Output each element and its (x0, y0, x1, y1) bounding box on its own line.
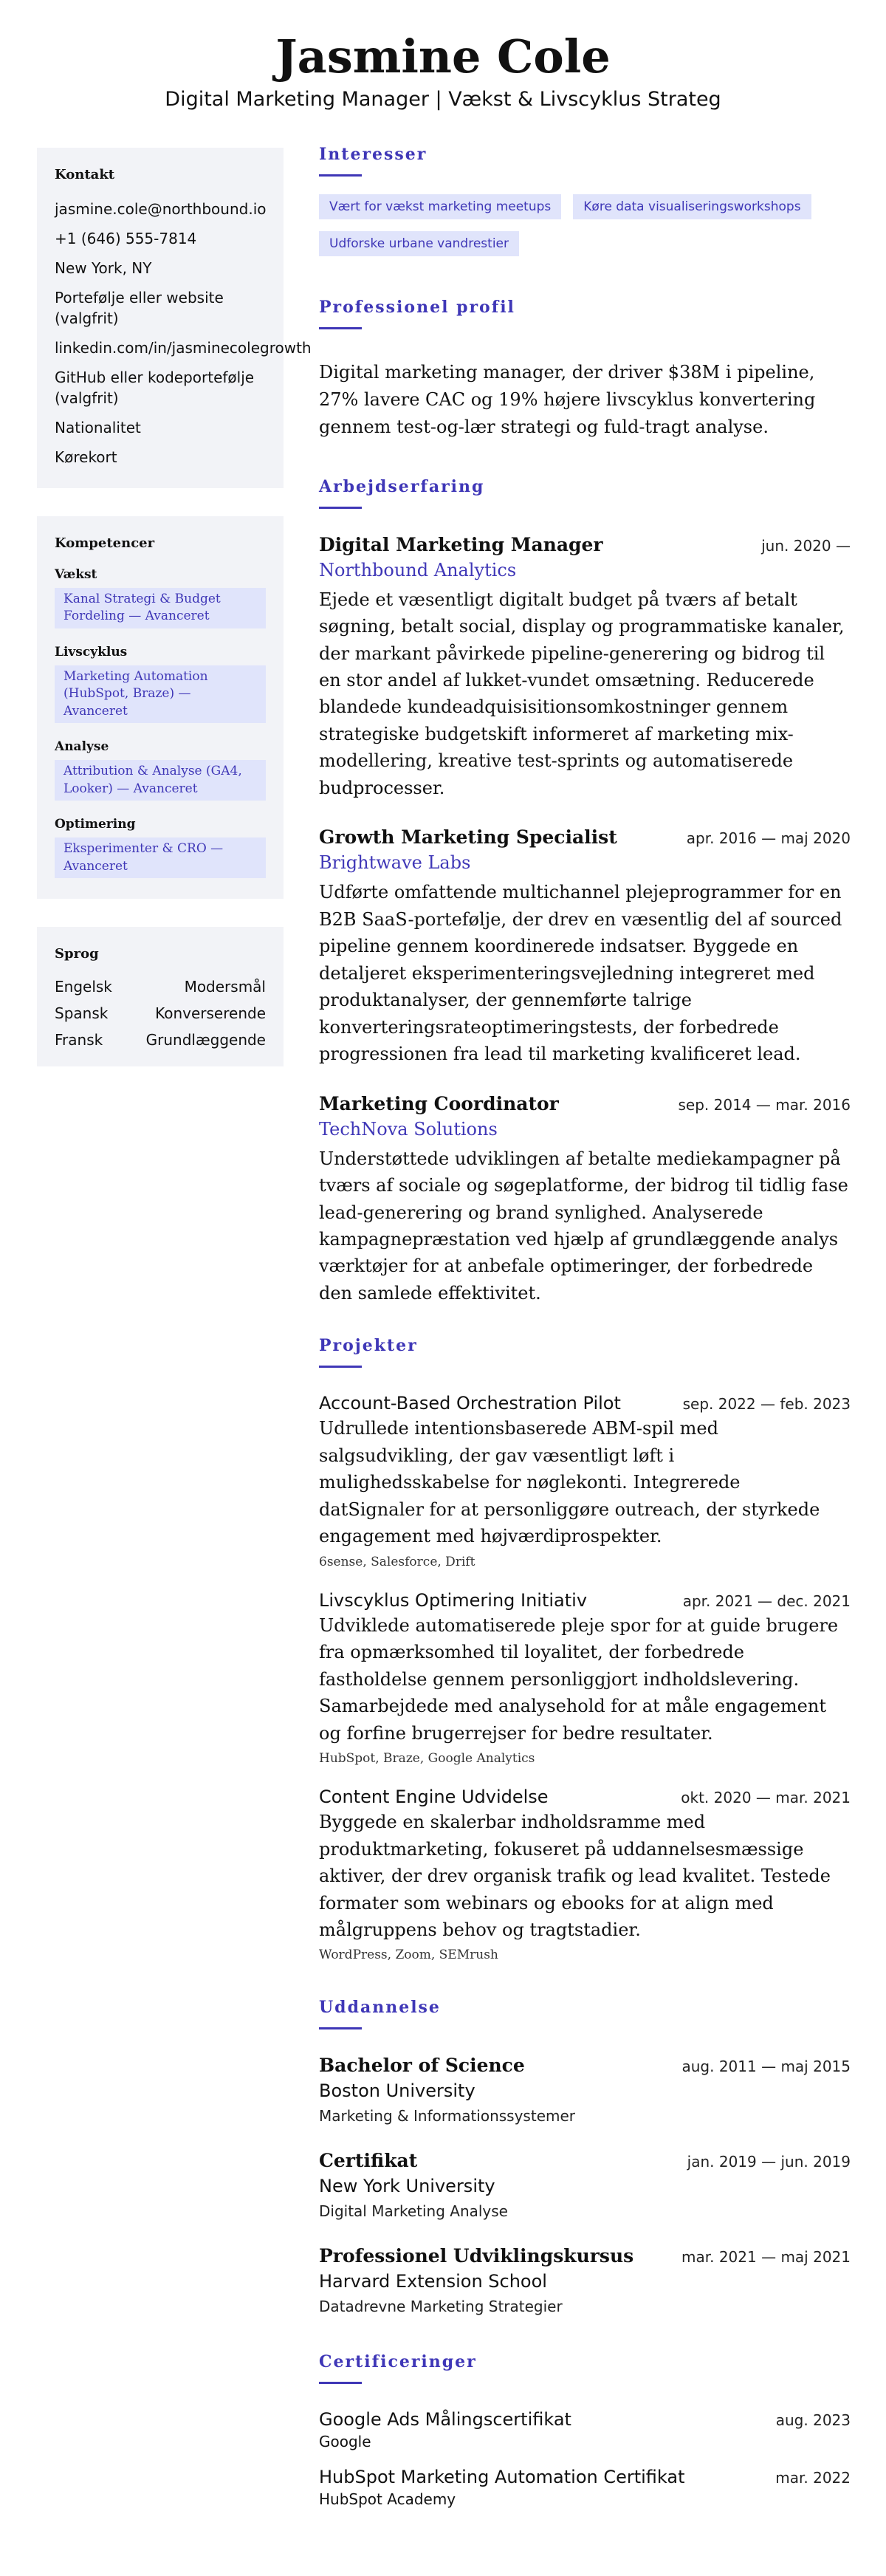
job-date: jun. 2020 — (761, 536, 851, 555)
education-entry (319, 2055, 851, 2125)
project-description: Byggede en skalerbar indholdsramme med produktmarketing, fokuseret på uddannelsesmæssige aktiver, der drev organisk trafik og lead kvalitet. Testede formater som webinars og ebooks for at align med målgruppens behov og tragtstadier. (319, 1812, 831, 1940)
project-description: Udviklede automatiserede pleje spor for at guide brugere fra opmærksomhed til loyalitet, der forbedrede fastholdelse gennem personliggjort indholdslevering. Samarbejdede med analysehold for at måle engagement og forfine brugerrejser for bedre resultater. (319, 1614, 839, 1744)
languages-card (37, 927, 284, 1066)
contact-location: New York, NY (55, 259, 152, 277)
language-level: Konverserende (155, 1004, 266, 1023)
skill-group-name: Optimering (55, 817, 136, 832)
section-divider (319, 507, 362, 509)
section-divider (319, 2382, 362, 2384)
skill-chip: Eksperimenter & CRO — Avanceret (55, 837, 266, 878)
contact-email[interactable]: jasmine.cole@northbound.io (55, 200, 267, 218)
project-date: apr. 2021 — dec. 2021 (682, 1592, 851, 1610)
main-column (319, 145, 851, 2529)
education-date: mar. 2021 — maj 2021 (681, 2248, 851, 2267)
education-institution: New York University (319, 2176, 495, 2197)
contact-card (37, 148, 312, 488)
language-name: Engelsk (55, 978, 112, 996)
education-entry (319, 2245, 851, 2315)
interest-chip: Udforske urbane vandrestier (319, 231, 519, 256)
education-date: aug. 2011 — maj 2015 (681, 2058, 851, 2076)
degree-title: Certifikat (319, 2150, 418, 2172)
sidebar (37, 148, 312, 1095)
education-field: Digital Marketing Analyse (319, 2202, 508, 2221)
candidate-subtitle: Digital Marketing Manager | Vækst & Livscyklus Strateg (165, 88, 721, 112)
job-company: TechNova Solutions (319, 1118, 498, 1140)
skill-group-name: Vækst (55, 567, 97, 582)
section-divider (319, 1366, 362, 1368)
job-title: Digital Marketing Manager (319, 533, 603, 555)
skills-card (37, 516, 284, 899)
project-tech: WordPress, Zoom, SEMrush (319, 1948, 498, 1963)
degree-title: Professionel Udviklingskursus (319, 2245, 634, 2267)
contact-portfolio[interactable]: Portefølje eller website (valgfrit) (55, 289, 224, 327)
job-title: Growth Marketing Specialist (319, 826, 617, 849)
language-level: Modersmål (184, 978, 266, 996)
project-date: sep. 2022 — feb. 2023 (682, 1395, 851, 1414)
projects-section (319, 1336, 851, 1962)
project-title: Content Engine Udvidelse (319, 1787, 549, 1808)
experience-section (319, 477, 851, 1307)
experience-entry (319, 1093, 851, 1307)
language-row (55, 1031, 266, 1049)
candidate-name: Jasmine Cole (275, 30, 611, 83)
certification-issuer: Google (319, 2433, 371, 2451)
certification-name: HubSpot Marketing Automation Certifikat (319, 2467, 685, 2488)
job-description: Ejede et væsentligt digitalt budget på tværs af betalt søgning, betalt social, display og programmatiske kanaler, der markant påvirkede pipeline-generering og bidrog til en stor andel af lukket-vundet omsætning. Reducerede blandede kundeadquisisitionsomkostninger gennem strategiske budgetskift informeret af marketing mix-modellering, kreative test-sprints og automatiserede budprocesser. (319, 589, 845, 798)
language-name: Spansk (55, 1004, 109, 1023)
certification-date: aug. 2023 (775, 2411, 851, 2430)
profile-section (319, 298, 851, 442)
certification-name: Google Ads Målingscertifikat (319, 2409, 571, 2431)
language-row (55, 1004, 266, 1022)
section-title: Certificeringer (319, 2352, 477, 2372)
skills-title: Kompetencer (55, 535, 155, 551)
language-name: Fransk (55, 1031, 103, 1049)
education-entry (319, 2150, 851, 2220)
section-divider (319, 174, 362, 177)
job-company: Northbound Analytics (319, 559, 517, 580)
experience-entry (319, 534, 851, 802)
job-company: Brightwave Labs (319, 852, 471, 874)
section-title: Interesser (319, 145, 427, 164)
degree-title: Bachelor of Science (319, 2055, 525, 2077)
education-section (319, 1998, 851, 2315)
education-field: Datadrevne Marketing Strategier (319, 2298, 563, 2316)
project-tech: HubSpot, Braze, Google Analytics (319, 1751, 535, 1767)
skill-chip: Kanal Strategi & Budget Fordeling — Avanceret (55, 588, 266, 628)
certification-date: mar. 2022 (775, 2469, 851, 2487)
job-description: Understøttede udviklingen af betalte mediekampagner på tværs af sociale og søgeplatforme, der bidrog til tidlig fase lead-generering og brand synlighed. Analyserede kampagnepræstation ved hjælp af grundlæggende analys værktøjer for at anbefale optimeringer, der forbedrede den samlede effektivitet. (319, 1148, 848, 1304)
section-title: Professionel profil (319, 298, 515, 317)
project-title: Livscyklus Optimering Initiativ (319, 1589, 588, 1611)
job-title: Marketing Coordinator (319, 1092, 559, 1114)
skill-chip: Marketing Automation (HubSpot, Braze) — Avanceret (55, 665, 266, 723)
skill-group-name: Livscyklus (55, 644, 128, 660)
education-date: jan. 2019 — jun. 2019 (687, 2153, 851, 2171)
interests-section (319, 145, 851, 256)
experience-entry (319, 826, 851, 1067)
project-description: Udrullede intentionsbaserede ABM-spil med salgsudvikling, der gav væsentligt løft i mulighedsskabelse for nøglekonti. Integrerede datSignaler for at personliggøre outreach, der styrkede engagement med højværdiprospekter. (319, 1418, 820, 1547)
contact-linkedin[interactable]: linkedin.com/in/jasminecolegrowth (55, 339, 312, 357)
project-entry (319, 1393, 851, 1569)
skill-chip: Attribution & Analyse (GA4, Looker) — Avanceret (55, 760, 266, 801)
education-field: Marketing & Informationssystemer (319, 2107, 576, 2125)
contact-title: Kontakt (55, 167, 115, 182)
section-divider (319, 327, 362, 329)
interest-chip: Vært for vækst marketing meetups (319, 194, 561, 219)
languages-title: Sprog (55, 946, 99, 962)
contact-nationality: Nationalitet (55, 419, 141, 436)
section-title: Uddannelse (319, 1998, 441, 2018)
interest-chip: Køre data visualiseringsworkshops (573, 194, 811, 219)
section-title: Arbejdserfaring (319, 476, 485, 496)
language-row (55, 978, 266, 996)
contact-license: Kørekort (55, 448, 117, 466)
language-level: Grundlæggende (145, 1031, 266, 1049)
section-divider (319, 2027, 362, 2029)
section-title: Projekter (319, 1336, 418, 1356)
project-entry (319, 1590, 851, 1766)
job-date: sep. 2014 — mar. 2016 (678, 1095, 851, 1114)
resume-header (0, 0, 886, 111)
education-institution: Boston University (319, 2080, 475, 2102)
project-tech: 6sense, Salesforce, Drift (319, 1554, 475, 1569)
contact-phone[interactable]: +1 (646) 555-7814 (55, 230, 197, 247)
project-date: okt. 2020 — mar. 2021 (681, 1789, 851, 1807)
project-entry (319, 1787, 851, 1962)
interest-chips (319, 194, 851, 256)
job-description: Udførte omfattende multichannel plejeprogrammer for en B2B SaaS-portefølje, der drev en væsentlig del af sourced pipeline gennem koordinerede indsatser. Byggede en detaljeret eksperimenteringsvejledning integreret med produktanalyser, der gennemførte talrige konverteringsrateoptimeringstests, der forbedrede progressionen fra lead til marketing kvalificeret lead. (319, 882, 842, 1065)
education-institution: Harvard Extension School (319, 2271, 547, 2292)
profile-text: Digital marketing manager, der driver $38M i pipeline, 27% lavere CAC og 19% højere livscyklus konvertering gennem test-og-lær strategi og fuld-tragt analyse. (319, 362, 816, 438)
certification-entry (319, 2409, 851, 2450)
contact-github[interactable]: GitHub eller kodeportefølje (valgfrit) (55, 369, 255, 407)
certification-entry (319, 2467, 851, 2508)
project-title: Account-Based Orchestration Pilot (319, 1393, 621, 1414)
skill-group-name: Analyse (55, 739, 109, 755)
certifications-section (319, 2352, 851, 2508)
certification-issuer: HubSpot Academy (319, 2490, 456, 2509)
job-date: apr. 2016 — maj 2020 (686, 829, 851, 848)
